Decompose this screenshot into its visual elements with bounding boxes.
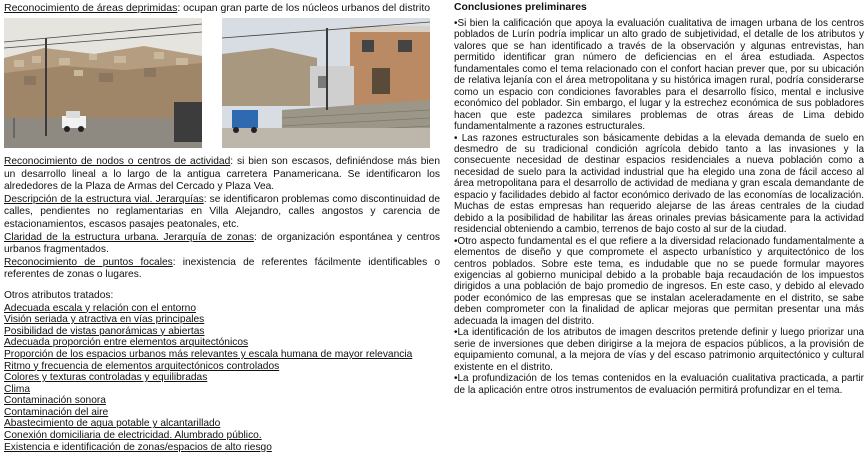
paragraph-road-structure [4,194,440,232]
paragraph-nodes-text: : si bien son escasos, definiéndose más bien un desarrollo lineal a lo largo de la antigua carretera Panamericana. Se identificaron los alrededores de la Plaza de Armas del Cercado y Plaza Vea. [4,156,440,193]
photo-row [4,18,440,152]
paragraph-road-text: : se identificaron problemas como discontinuidad de calles, pendientes no reglamentarias en Villa Alejandro, calles angostos y carencia de estacionamientos, escasos pasajes peatonales, etc. [4,193,440,230]
list-item: Contaminación del aire [4,406,109,418]
paragraph-clarity-text: : de organización espontánea y centros urbanos fragmentados. [4,231,440,256]
conclusion-paragraph-5: •La profundización de los temas contenidos en la evaluación cualitativa practicada, a partir de la aplicación entre otros instrumentos de evaluación permitirá profundizar en el tema. [454,373,864,396]
attributes-list [4,303,440,454]
paragraph-focal-points [4,257,440,282]
conclusion-paragraph-1: •Si bien la calificación que apoya la evaluación cualitativa de imagen urbana de los centros poblados de Lurín podría implicar un alto grado de subjetividad, el detalle de los atributos y valores que se han identificado a través de la observación y algunas entrevistas, han permitido identificar gran número de deficiencias en el área estudiada. Aspectos fundamentales como el tema relacionado con el confort hacian prever que, por su ubicación de relativa lejanía con el área metropolitana y su histórica imagen rural, podría considerarse como un espacio con condiciones favorables para el desarrollo físico, mental e inclusive económico del poblador. Sin embargo, el lugar y la estrechez económica de sus pobladores hacen que este padezca similares problemas de otras áreas de Lima debido fundamentalmente a razones estructurales. [454,18,864,133]
list-item: Visión seriada y atractiva en vías principales [4,314,205,326]
list-item: Adecuada escala y relación con el entorno [4,302,196,314]
paragraph-focal-label: Reconocimiento de puntos focales [4,256,173,268]
right-column [454,0,864,396]
list-item: Contaminación sonora [4,395,106,407]
list-item: Conexión domiciliaria de electricidad. Alumbrado público. [4,430,262,442]
heading-depressed-areas [4,2,440,15]
list-item: Ritmo y frecuencia de elementos arquitectónicos controlados [4,360,280,372]
list-item: Adecuada proporción entre elementos arquitectónicos [4,337,249,349]
conclusion-paragraph-4: •La identificación de los atributos de imagen descritos pretende definir y luego priorizar una serie de inversiones que deben dirigirse a la mejora de espacios públicos, a la provisión de equipamiento comunal, a la mejora de vías y del escaso patrimonio arquitectónico y cultural existente en el distrito. [454,327,864,373]
left-column [4,0,440,453]
street-houses-photo [222,18,430,148]
list-item: Abastecimiento de agua potable y alcantarillado [4,418,221,430]
paragraph-clarity-label: Claridad de la estructura urbana. Jerarquía de zonas [4,231,254,243]
others-title: Otros atributos tratados: [4,289,114,301]
paragraph-focal-text: : inexistencia de referentes fácilmente identificables o referentes de zonas o lugares. [4,256,440,281]
paragraph-urban-clarity [4,232,440,257]
street-houses-photo-image [222,18,430,148]
conclusion-paragraph-2: • Las razones estructurales son básicamente debidas a la elevada demanda de suelo en desmedro de su tradicional condición agrícola debido tanto a las invasiones y la consecuente necesidad de destinar espacios residenciales a nueva población como a necesidad de suelo para la actividad industrial que ha elegido una zona de fácil acceso al área metropolitana para el desarrollo de actividad de mediana y gran escala demandante de espacio y facilidades debido al factor económico derivado de las economías de localización. Muchas de estas empresas han requerido alejarse de las áreas centrales de la ciudad debido a la posibilidad de habilitar las áreas orinales previas básicamente para la actividad residencial obteniendo a cambio, terrenos de bajo costo al sur de la ciudad. [454,132,864,236]
heading-label: Reconocimiento de áreas deprimidas [4,2,178,14]
conclusion-paragraph-3: •Otro aspecto fundamental es el que refiere a la diversidad relacionado fundamentalmente a elementos de diseño y que compromete el aspecto urbanístico y arquitectónico de los centros poblados. Sobre este tema, es indudable que no se puede formular mayores exigencias al gobierno municipal debido a la probable baja recaudación de los impuestos dirigidos a una población de bajo promedio de ingresos. En este caso, y debido al elevado poder económico de las empresas que se instalan aceleradamente en el distrito, se sabe deben comprometer con la finalidad de aplicar mejoras que permitan presentar una más adecuada la imagen del distrito. [454,235,864,327]
paragraph-nodes-label: Reconocimiento de nodos o centros de actividad [4,156,231,167]
list-item: Colores y texturas controladas y equilibradas [4,372,208,384]
list-item: Proporción de los espacios urbanos más relevantes y escala humana de mayor relevancia [4,348,413,360]
hillside-photo-image [4,18,202,148]
paragraph-nodes [4,156,440,194]
list-item: Posibilidad de vistas panorámicas y abiertas [4,325,205,337]
conclusions-title: Conclusiones preliminares [454,2,587,13]
hillside-photo [4,18,202,148]
heading-text: : ocupan gran parte de los núcleos urbanos del distrito [177,2,431,14]
list-item: Existencia e identificación de zonas/espacios de alto riesgo [4,441,272,453]
list-item: Clima [4,383,31,395]
paragraph-road-label: Descripción de la estructura vial. Jerarquías [4,193,204,205]
